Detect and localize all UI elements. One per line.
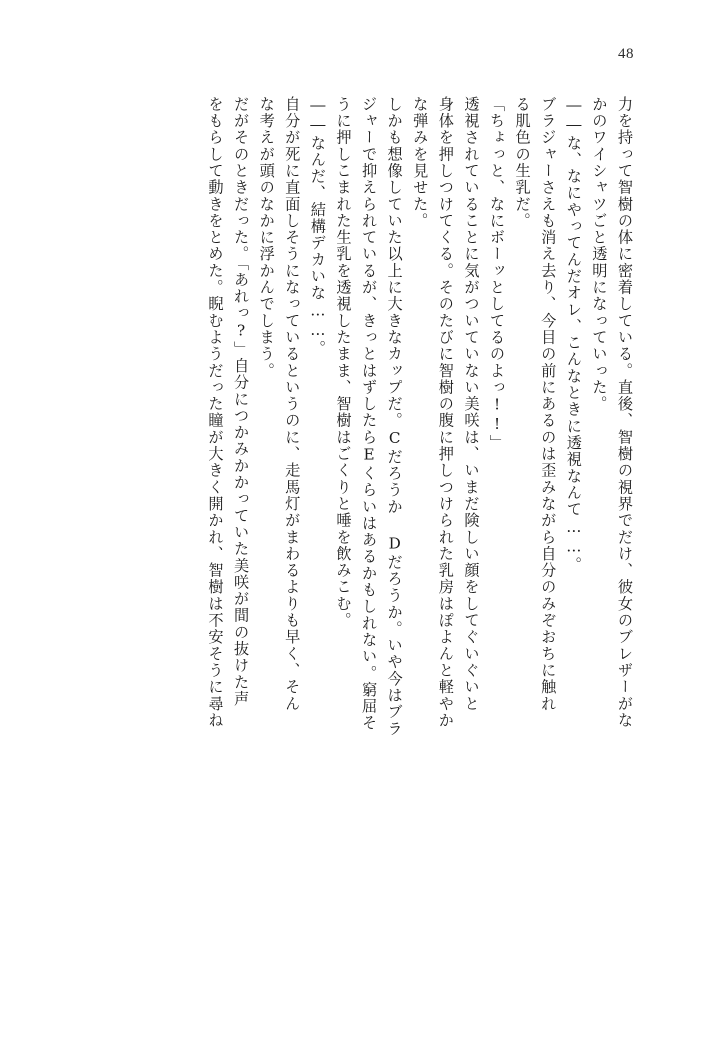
text-column: をもらして動きをとめた。睨むようだった瞳が大きく開かれ、智樹は不安そうに尋ね bbox=[206, 96, 225, 729]
text-column: 力を持って智樹の体に密着している。直後、智樹の視界でだけ、彼女のブレザーがな bbox=[616, 96, 634, 729]
text-column: しかも想像していた以上に大きなカップだ。Cだろうか Dだろうか。いや今はブラ bbox=[385, 96, 404, 738]
text-column: ブラジャーさえも消え去り、今目の前にあるのは歪みながら自分のみぞおちに触れ bbox=[539, 96, 558, 713]
text-column: な弾みを見せた。 bbox=[411, 96, 430, 230]
text-column: 「ちょっと、なにボーッとしてるのよっ!!」 bbox=[488, 96, 507, 452]
text-column: 透視されていることに気がついていない美咲は、いまだ険しい顔をしてぐいぐいと bbox=[462, 96, 481, 713]
text-column: かのワイシャツごと透明になっていった。 bbox=[590, 96, 609, 413]
text-column: ――なんだ、結構デカいな……。 bbox=[308, 96, 327, 357]
text-column: な考えが頭のなかに浮かんでしまう。 bbox=[257, 96, 276, 380]
text-column: 身体を押しつけてくる。そのたびに智樹の腹に押しつけられた乳房はぽよんと軽やか bbox=[436, 96, 455, 729]
text-column: だがそのときだった。「あれっ?」自分につかみかかっていた美咲が間の抜けた声 bbox=[232, 96, 251, 708]
text-column: 自分が死に直面しそうになっているというのに、走馬灯がまわるよりも早く、そん bbox=[283, 96, 302, 713]
page-number: 48 bbox=[618, 46, 634, 62]
vertical-text-body bbox=[86, 96, 632, 980]
text-column: ジャーで抑えられているが、きっとはずしたらEくらいはあるかもしれない。窮屈そ bbox=[360, 96, 379, 732]
text-column: ――な、なにやってんだオレ、こんなときに透視なんて……。 bbox=[564, 96, 583, 574]
text-column: うに押しこまれた生乳を透視したまま、智樹はごくりと唾を飲みこむ。 bbox=[334, 96, 353, 629]
text-column: る肌色の生乳だ。 bbox=[513, 96, 532, 230]
